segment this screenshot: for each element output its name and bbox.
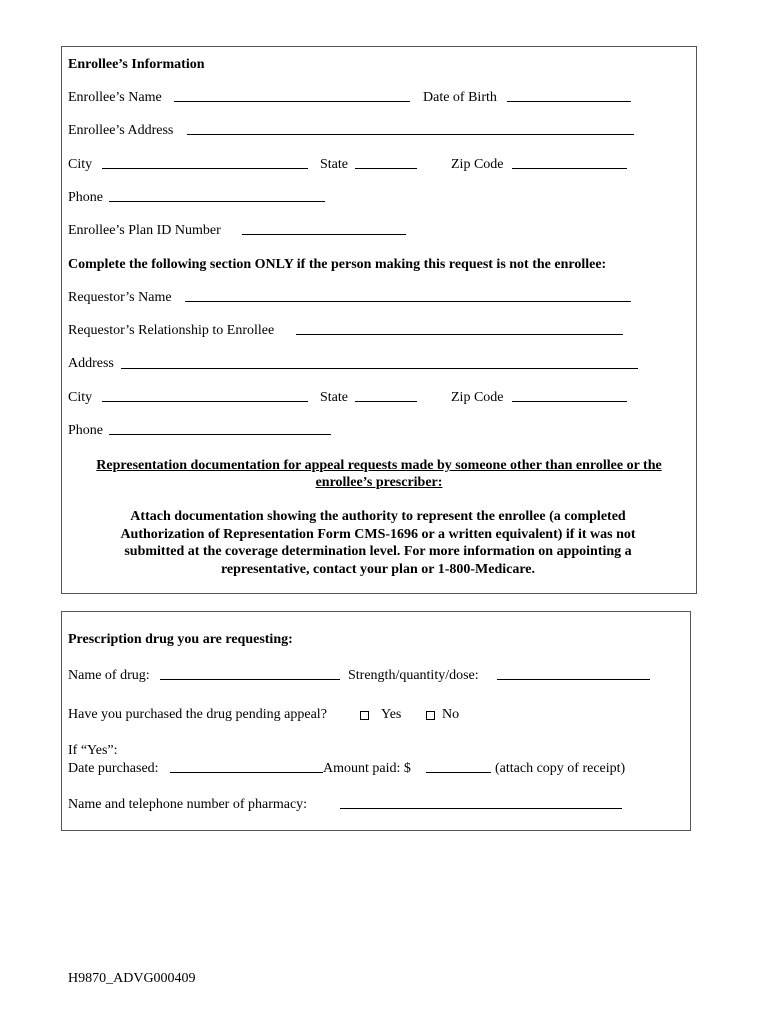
yes-label: Yes (381, 707, 402, 722)
drug-name-label: Name of drug: (68, 668, 150, 683)
relationship-field[interactable] (296, 334, 623, 335)
yes-checkbox[interactable] (360, 709, 369, 725)
representation-doc-heading: Representation documentation for appeal requests made by someone other than enrollee or the enrollee’s prescriber: (96, 458, 662, 490)
form-code: H9870_ADVG000409 (68, 971, 196, 986)
enrollee-city-label: City (68, 157, 93, 172)
enrollee-phone-label: Phone (68, 190, 103, 205)
amount-paid-label: Amount paid: $ (323, 761, 411, 776)
amount-paid-field[interactable] (426, 772, 491, 773)
enrollee-address-field[interactable] (187, 134, 634, 135)
no-checkbox[interactable] (426, 709, 435, 725)
enrollee-name-label: Enrollee’s Name (68, 90, 162, 105)
enrollee-city-field[interactable] (102, 168, 308, 169)
plan-id-field[interactable] (242, 234, 406, 235)
requestor-city-field[interactable] (102, 401, 308, 402)
plan-id-label: Enrollee’s Plan ID Number (68, 223, 221, 238)
requestor-phone-label: Phone (68, 423, 103, 438)
drug-name-field[interactable] (160, 679, 340, 680)
strength-field[interactable] (497, 679, 650, 680)
strength-label: Strength/quantity/dose: (348, 668, 479, 683)
date-of-birth-field[interactable] (507, 101, 631, 102)
date-of-birth-label: Date of Birth (423, 90, 497, 105)
date-purchased-field[interactable] (170, 772, 323, 773)
if-yes-label: If “Yes”: (68, 743, 118, 758)
requestor-instruction: Complete the following section ONLY if the person making this request is not the enrollee: (68, 257, 607, 272)
purchased-question: Have you purchased the drug pending appeal? (68, 707, 327, 722)
requestor-state-label: State (320, 390, 348, 405)
no-label: No (442, 707, 460, 722)
drug-section-heading: Prescription drug you are requesting: (68, 632, 293, 647)
requestor-city-label: City (68, 390, 93, 405)
enrollee-state-label: State (320, 157, 348, 172)
requestor-name-label: Requestor’s Name (68, 290, 172, 305)
requestor-zip-field[interactable] (512, 401, 627, 402)
enrollee-address-label: Enrollee’s Address (68, 123, 174, 138)
representation-doc-body: Attach documentation showing the authority to represent the enrollee (a completed Authorization of Representation Form CMS-1696 or a written equivalent) if it was not submitted at the coverage determination level. For more information on appointing a representative, contact your plan or 1-800-Medicare. (120, 509, 636, 577)
enrollee-zip-label: Zip Code (451, 157, 504, 172)
requestor-state-field[interactable] (355, 401, 417, 402)
enrollee-section-heading: Enrollee’s Information (68, 57, 205, 72)
relationship-label: Requestor’s Relationship to Enrollee (68, 323, 275, 338)
date-purchased-label: Date purchased: (68, 761, 159, 776)
receipt-note: (attach copy of receipt) (495, 761, 626, 776)
enrollee-state-field[interactable] (355, 168, 417, 169)
requestor-phone-field[interactable] (109, 434, 331, 435)
enrollee-zip-field[interactable] (512, 168, 627, 169)
requestor-name-field[interactable] (185, 301, 631, 302)
pharmacy-field[interactable] (340, 808, 622, 809)
requestor-zip-label: Zip Code (451, 390, 504, 405)
pharmacy-label: Name and telephone number of pharmacy: (68, 797, 308, 812)
enrollee-phone-field[interactable] (109, 201, 325, 202)
requestor-address-label: Address (68, 356, 114, 371)
requestor-address-field[interactable] (121, 368, 638, 369)
enrollee-name-field[interactable] (174, 101, 410, 102)
